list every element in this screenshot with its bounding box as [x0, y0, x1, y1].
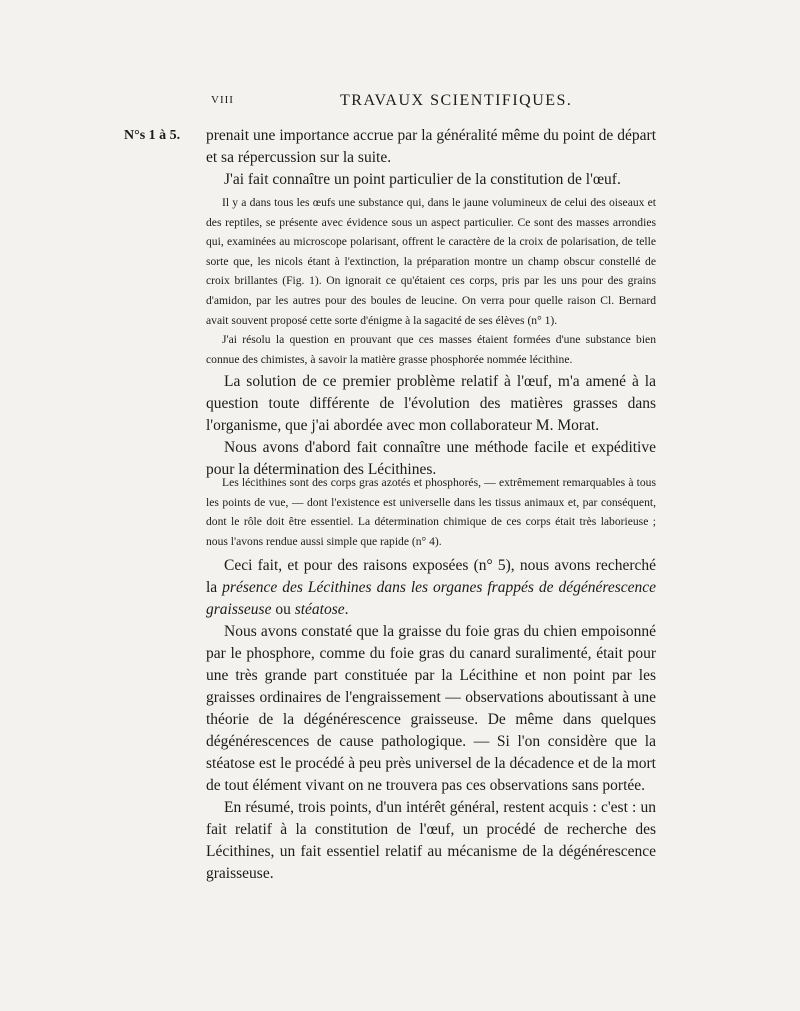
paragraph-findings: Nous avons constaté que la graisse du foie gras du chien empoisonné par le phosphore, comme du foie gras du canard suralimenté, était pour une très grande part constituée par la Lécithine et non point par les graisses ordinaires de l'engraissement — observations aboutissant à une théorie de la dégénérescence graisseuse. De même dans quelques dégénérescences de cause pathologique. — Si l'on considère que la stéatose est le procédé à peu près universel de la décadence et de la mort de tout élément vivant on ne trouvera pas ces observations sans portée. [206, 623, 656, 794]
running-title: TRAVAUX SCIENTIFIQUES. [340, 92, 573, 109]
margin-reference: N°s 1 à 5. [124, 128, 181, 143]
page-number: VIII [211, 94, 234, 106]
paragraph-steatosis [206, 555, 656, 621]
paragraph-continuation: prenait une importance accrue par la généralité même du point de départ et sa répercussion sur la suite. [206, 127, 656, 166]
p8-italic: présence des Lécithines dans les organes frappés de dégénérescence graisseuse [206, 579, 656, 618]
p8-text: Ceci fait, et pour des raisons exposées (n° 5), nous avons recherché la [206, 557, 656, 596]
paragraph-fat-evolution: La solution de ce premier problème relatif à l'œuf, m'a amené à la question toute différente de l'évolution des matières grasses dans l'organisme, que j'ai abordée avec mon collaborateur M. Morat. [206, 373, 656, 434]
note-paragraph-polarization: Il y a dans tous les œufs une substance qui, dans le jaune volumineux de celui des oiseaux et des reptiles, se présente avec évidence sous un aspect particulier. Ce sont des masses arrondies qui, examinées au microscope polarisant, offrent le caractère de la croix de polarisation, de telle sorte que, les nicols étant à l'extinction, la préparation montre un champ obscur constellé de croix brillantes (Fig. 1). On ignorait ce qu'étaient ces corps, pris par les uns pour des grains d'amidon, par les autres pour des boules de leucine. On verra pour quelle raison Cl. Bernard avait souvent proposé cette sorte d'énigme à la sagacité de ses élèves (n° 1). [206, 196, 656, 327]
note-paragraph-lecithins: Les lécithines sont des corps gras azotés et phosphorés, — extrêmement remarquables à tous les points de vue, — dont l'existence est universelle dans les tissus animaux et, par conséquent, dont le rôle doit être essentiel. La détermination chimique de ces corps était très laborieuse ; nous l'avons rendue aussi simple que rapide (n° 4). [206, 476, 656, 548]
p8-italic-steatose: stéatose [294, 601, 345, 618]
paragraph-method: Nous avons d'abord fait connaître une méthode facile et expéditive pour la détermination des Lécithines. [206, 439, 656, 478]
body-block-3 [206, 371, 656, 481]
paragraph-summary: En résumé, trois points, d'un intérêt général, restent acquis : c'est : un fait relatif à la constitution de l'œuf, un procédé de recherche des Lécithines, un fait essentiel relatif au mécanisme de la dégénérescence graisseuse. [206, 799, 656, 882]
body-block-2 [206, 193, 656, 369]
body-block-1 [206, 125, 656, 191]
note-paragraph-lecithin: J'ai résolu la question en prouvant que ces masses étaient formées d'une substance bien connue des chimistes, à savoir la matière grasse phosphorée nommée lécithine. [206, 333, 656, 366]
paragraph-egg-constitution: J'ai fait connaître un point particulier de la constitution de l'œuf. [224, 171, 621, 188]
body-block-4 [206, 473, 656, 551]
running-head [0, 92, 800, 112]
body-block-5 [206, 555, 656, 885]
p8-connector: ou [271, 601, 295, 618]
p8-end: . [344, 601, 349, 618]
